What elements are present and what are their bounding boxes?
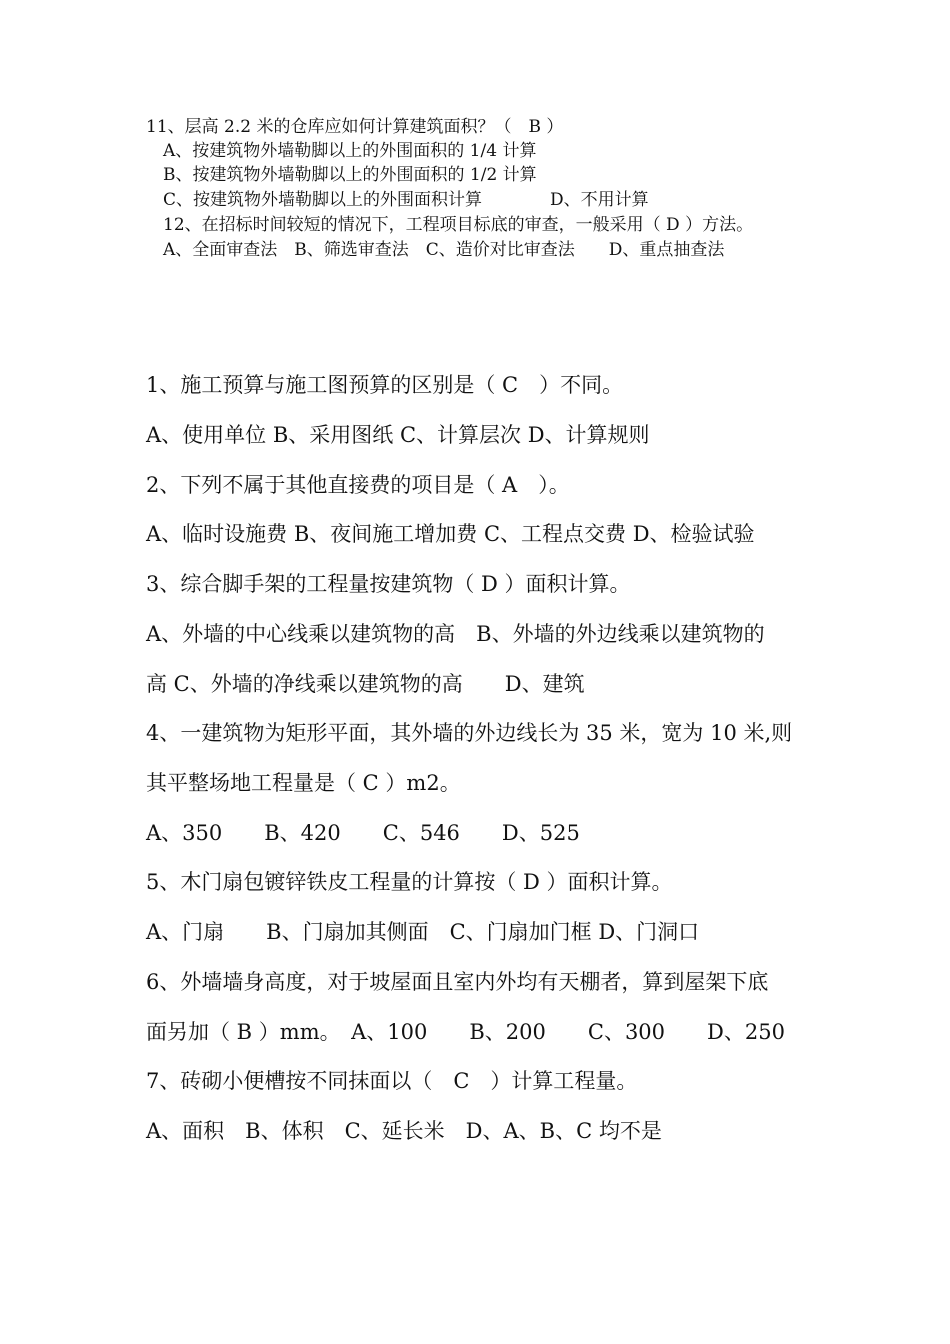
question-6-line-1: 6、外墙墙身高度，对于坡屋面且室内外均有天棚者，算到屋架下底 xyxy=(146,970,769,994)
question-1-options: A、使用单位 B、采用图纸 C、计算层次 D、计算规则 xyxy=(146,423,650,447)
question-5-options: A、门扇 B、门扇加其侧面 C、门扇加门框 D、门洞口 xyxy=(146,920,700,944)
question-5: 5、木门扇包镀锌铁皮工程量的计算按（ D ）面积计算。 xyxy=(146,870,673,894)
question-1: 1、施工预算与施工图预算的区别是（ C ）不同。 xyxy=(146,373,624,397)
question-11: 11、层高 2.2 米的仓库应如何计算建筑面积？（ B ） xyxy=(146,117,564,137)
question-4-line-1: 4、一建筑物为矩形平面，其外墙的外边线长为 35 米，宽为 10 米,则 xyxy=(146,721,793,745)
question-2: 2、下列不属于其他直接费的项目是（ A ）。 xyxy=(146,473,570,497)
question-3-options-line-2: 高 C、外墙的净线乘以建筑物的高 D、建筑 xyxy=(146,672,585,696)
question-6-line-2: 面另加（ B ）mm。 A、100 B、200 C、300 D、250 xyxy=(146,1020,785,1044)
question-7-options: A、面积 B、体积 C、延长米 D、A、B、C 均不是 xyxy=(146,1119,662,1143)
question-11-option-c-d: C、按建筑物外墙勒脚以上的外围面积计算 D、不用计算 xyxy=(163,190,649,210)
question-4-options: A、350 B、420 C、546 D、525 xyxy=(146,821,580,845)
question-11-option-b: B、按建筑物外墙勒脚以上的外围面积的 1/2 计算 xyxy=(163,165,537,185)
question-11-option-a: A、按建筑物外墙勒脚以上的外围面积的 1/4 计算 xyxy=(163,141,537,161)
question-12-options: A、全面审查法 B、筛选审查法 C、造价对比审查法 D、重点抽查法 xyxy=(163,240,725,260)
question-3-options-line-1: A、外墙的中心线乘以建筑物的高 B、外墙的外边线乘以建筑物的 xyxy=(146,622,765,646)
question-7: 7、砖砌小便槽按不同抹面以（ C ）计算工程量。 xyxy=(146,1069,638,1093)
question-12: 12、在招标时间较短的情况下，工程项目标底的审查，一般采用（ D ）方法。 xyxy=(163,215,754,235)
question-3: 3、综合脚手架的工程量按建筑物（ D ）面积计算。 xyxy=(146,572,631,596)
question-4-line-2: 其平整场地工程量是（ C ）m2。 xyxy=(146,771,461,795)
question-2-options: A、临时设施费 B、夜间施工增加费 C、工程点交费 D、检验试验 xyxy=(146,522,755,546)
